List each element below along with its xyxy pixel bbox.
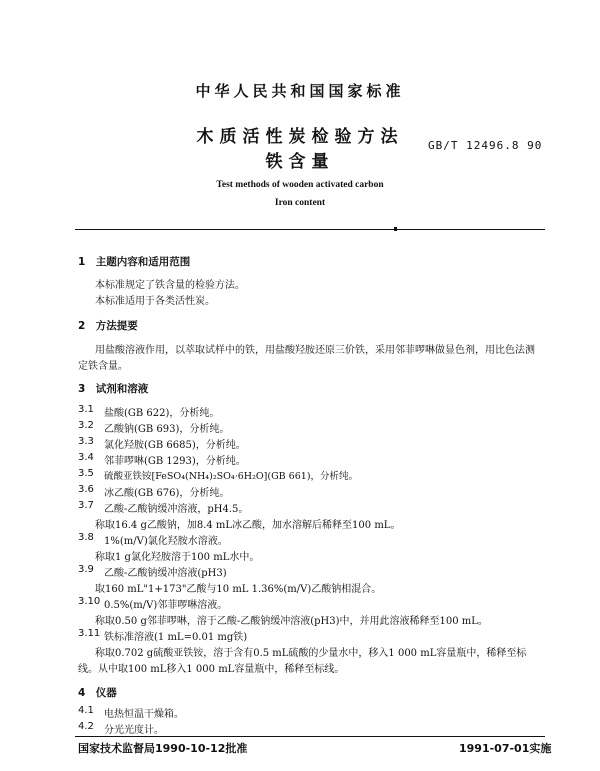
item-number: 3.1: [78, 404, 94, 415]
item-number: 3.2: [78, 420, 94, 431]
english-title: Test methods of wooden activated carbon: [216, 180, 384, 190]
section-1-line: 本标准适用于各类活性炭。: [95, 296, 215, 307]
section-4-heading: 4 仪器: [78, 687, 117, 699]
item-number: 3.7: [78, 500, 94, 511]
section-3-heading: 3 试剂和溶液: [78, 383, 149, 395]
item-subtext: 称取0.50 g邻菲啰啉，溶于乙酸-乙酸钠缓冲溶液(pH3)中，并用此溶液稀释至100 mL。: [95, 616, 488, 627]
item-text: 乙酸-乙酸钠缓冲溶液(pH3): [104, 568, 227, 579]
item-text: 电热恒温干燥箱。: [104, 709, 184, 720]
document-subtitle: 铁含量: [265, 152, 335, 172]
item-text: 硫酸亚铁铵[FeSO₄(NH₄)₂SO₄·6H₂O](GB 661)，分析纯。: [104, 471, 359, 482]
implementation-date: 1991-07-01实施: [459, 742, 552, 755]
national-standard-heading: 中华人民共和国国家标准: [195, 82, 405, 100]
item-text: 分光光度计。: [104, 725, 164, 736]
header-divider: [75, 229, 545, 230]
document-title: 木质活性炭检验方法: [196, 127, 404, 147]
divider-marker: [394, 227, 397, 231]
section-1-heading: 1 主题内容和适用范围: [78, 256, 191, 268]
item-text: 铁标准溶液(1 mL=0.01 mg铁): [104, 632, 248, 643]
section-1-line: 本标准规定了铁含量的检验方法。: [95, 280, 245, 291]
section-2-line: 定铁含量。: [78, 361, 128, 372]
item-number: 3.8: [78, 532, 94, 543]
paragraph-line: 称取0.702 g硫酸亚铁铵，溶于含有0.5 mL硫酸的少量水中，移入1 000 mL容量瓶中，稀释至标: [95, 648, 527, 659]
item-number: 4.2: [78, 721, 94, 732]
item-number: 3.6: [78, 484, 94, 495]
item-number: 4.1: [78, 705, 94, 716]
item-text: 乙酸钠(GB 693)，分析纯。: [104, 424, 230, 435]
item-text: 0.5%(m/V)邻菲啰啉溶液。: [104, 600, 228, 611]
item-text: 盐酸(GB 622)，分析纯。: [104, 408, 220, 419]
item-number: 3.11: [78, 628, 101, 639]
item-text: 1%(m/V)氯化羟胺水溶液。: [104, 536, 228, 547]
item-number: 3.10: [78, 596, 101, 607]
item-text: 氯化羟胺(GB 6685)，分析纯。: [104, 440, 246, 451]
item-text: 冰乙酸(GB 676)，分析纯。: [104, 488, 230, 499]
item-number: 3.5: [78, 468, 94, 479]
item-text: 乙酸-乙酸钠缓冲溶液，pH4.5。: [104, 504, 249, 515]
item-number: 3.4: [78, 452, 94, 463]
english-subtitle: Iron content: [274, 198, 326, 208]
item-number: 3.3: [78, 436, 94, 447]
item-subtext: 取160 mL"1+173"乙酸与10 mL 1.36%(m/V)乙酸钠相混合。: [95, 584, 382, 595]
item-text: 邻菲啰啉(GB 1293)，分析纯。: [104, 456, 246, 467]
standard-code: GB/T 12496.8 90: [428, 139, 543, 152]
section-2-heading: 2 方法提要: [78, 320, 138, 332]
approval-date: 国家技术监督局1990-10-12批准: [78, 742, 248, 755]
section-2-line: 用盐酸溶液作用，以萃取试样中的铁，用盐酸羟胺还原三价铁，采用邻菲啰啉做显色剂，用比色法测: [95, 345, 535, 356]
item-subtext: 称取16.4 g乙酸钠，加8.4 mL冰乙酸，加水溶解后稀释至100 mL。: [95, 520, 401, 531]
paragraph-line: 线。从中取100 mL移入1 000 mL容量瓶中，稀释至标线。: [78, 664, 345, 675]
item-subtext: 称取1 g氯化羟胺溶于100 mL水中。: [95, 552, 260, 563]
item-number: 3.9: [78, 564, 94, 575]
footer-divider: [75, 736, 545, 737]
